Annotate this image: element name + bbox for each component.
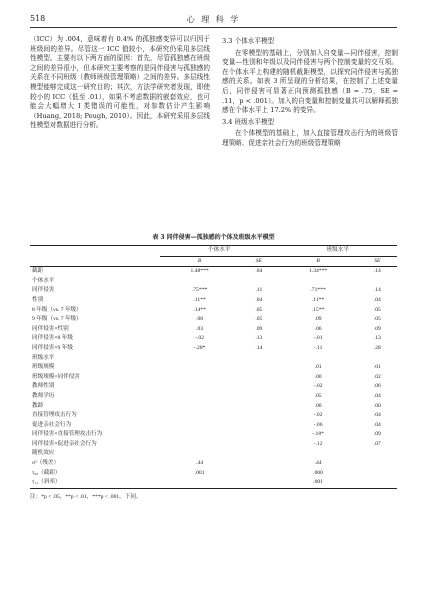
table-cell [239, 354, 278, 364]
table-cell: .04 [373, 296, 381, 303]
table-cell [160, 363, 239, 373]
table-cell: .05 [314, 392, 322, 399]
table-cell: .13 [255, 335, 263, 342]
table-cell: 1.34*** [309, 268, 328, 275]
row-label: 同伴侵害×直接管理攻击行为 [32, 431, 103, 438]
table-cell: -.06 [313, 421, 323, 428]
col-header-b1: B [197, 257, 202, 264]
page-header [30, 14, 397, 28]
table-cell: .05 [255, 306, 263, 313]
table-cell [160, 382, 239, 392]
table-cell [278, 277, 357, 287]
row-label: 教龄 [32, 402, 44, 409]
table-cell: .05 [373, 306, 381, 313]
table-cell [239, 459, 278, 469]
row-label: 9 年级（vs. 7 年级） [32, 316, 82, 323]
table-cell: .11** [193, 296, 206, 303]
table-cell: -.01 [313, 335, 323, 342]
row-label: τ₀₀（截距） [32, 469, 61, 476]
right-column [222, 35, 398, 149]
table-cell: .04 [255, 268, 263, 275]
table-cell: .14** [193, 306, 206, 313]
table-cell: .71*** [310, 287, 326, 294]
row-label: 班级水平 [32, 354, 55, 361]
table-row [30, 363, 397, 373]
table-cell [239, 411, 278, 421]
row-label: 班级规模×同伴侵害 [32, 373, 80, 380]
table-cell: .03 [196, 325, 204, 332]
table-cell: .09 [373, 325, 381, 332]
table-row [30, 286, 397, 296]
table-cell [160, 421, 239, 431]
row-label: 教师性别 [32, 383, 55, 390]
table-row [30, 469, 397, 479]
row-label: 同伴侵害×促进亲社会行为 [32, 440, 97, 447]
table-row [30, 373, 397, 383]
table-row [30, 421, 397, 431]
row-label: σ²（残差） [32, 460, 60, 467]
table-row [30, 449, 397, 459]
table-caption: 表 3 同伴侵害—孤独感的个体及班级水平模型 [152, 234, 275, 241]
table-row [30, 382, 397, 392]
group-header-individual: 个体水平 [160, 246, 278, 256]
row-label: 同伴侵害×9 年级 [32, 344, 73, 351]
table-cell: -.11 [313, 344, 323, 351]
table-cell: -.18* [312, 431, 324, 438]
table-cell: -.02 [195, 335, 205, 342]
table-cell [239, 363, 278, 373]
table-cell: .07 [373, 440, 381, 447]
table-cell [160, 373, 239, 383]
table-cell: .13 [373, 335, 381, 342]
table-row [30, 315, 397, 325]
journal-title: 心 理 科 学 [186, 15, 241, 24]
row-label: 随机效应 [32, 450, 55, 457]
row-label: 同伴侵害 [32, 287, 55, 294]
table-cell: .15** [311, 306, 325, 313]
table-cell [239, 421, 278, 431]
table-cell [160, 449, 239, 459]
table-cell [239, 440, 278, 450]
column-header-row [30, 256, 397, 267]
table-row [30, 306, 397, 316]
table-row [30, 267, 397, 277]
table-cell: .05 [255, 316, 263, 323]
table-cell: .00 [373, 402, 381, 409]
row-label: 个体水平 [32, 277, 55, 284]
table-row [30, 296, 397, 306]
table-row [30, 440, 397, 450]
table-cell: .001 [194, 469, 205, 476]
table-row [30, 334, 397, 344]
group-header-class: 班级水平 [278, 246, 397, 256]
table-cell: .01 [373, 364, 381, 371]
table-cell: .09 [255, 325, 263, 332]
table-cell [239, 478, 278, 488]
table-cell: 1.48*** [190, 268, 209, 275]
table-cell [278, 354, 357, 364]
table-row [30, 411, 397, 421]
table-cell: .44 [314, 460, 322, 467]
table-cell [239, 373, 278, 383]
table-row [30, 325, 397, 335]
table-cell: -.02 [313, 412, 323, 419]
table-cell [239, 382, 278, 392]
section-heading-3-3: 3.3 个体水平模型 [222, 37, 275, 45]
table-cell [160, 430, 239, 440]
header-rule [30, 27, 397, 28]
table-row [30, 354, 397, 364]
table-cell: -.02 [313, 383, 323, 390]
table-cell [160, 392, 239, 402]
row-label: 截距 [32, 268, 44, 275]
table-cell [239, 430, 278, 440]
row-label: 促进亲社会行为 [32, 421, 72, 428]
row-label: 同伴侵害×性别 [32, 325, 69, 332]
table-cell [160, 440, 239, 450]
table-cell [160, 478, 239, 488]
row-label: 同伴侵害×8 年级 [32, 335, 73, 342]
table-cell: .14 [373, 287, 381, 294]
table-cell: .14 [373, 268, 381, 275]
table-note: 注：*p < .05，**p < .01，***p < .001，下同。 [30, 493, 142, 500]
table-cell [239, 469, 278, 479]
section-text-3-3: 在零模型的基础上，分别加入自变量—同伴侵害，控制变量—性别和年级以及同伴侵害与两个控制变量的交互项。在个体水平上构建的随机截距模型，以探究同伴侵害与孤独感的关系。如表 3 所呈现的分析结果，在控制了上述变量后，同伴侵害可显著正向预测孤独感（B = .75，SE = .11，p < .001）。加入的自变量和控制变量共可以解释孤独感在个体水平上 17.2% 的变异。 [222, 48, 398, 115]
table-cell: .05 [373, 316, 381, 323]
table-cell: .75*** [191, 287, 208, 294]
table-cell [239, 449, 278, 459]
regression-table [30, 245, 397, 489]
table-cell: .06 [373, 383, 381, 390]
section-heading-3-4: 3.4 班级水平模型 [222, 117, 275, 126]
table-cell: .11 [255, 287, 263, 294]
table-cell: .28 [373, 344, 381, 351]
col-header-se2: SE [374, 257, 381, 264]
table-cell: -.28* [193, 344, 206, 351]
table-cell [160, 402, 239, 412]
table-cell: .06 [314, 325, 322, 332]
table-cell: .00 [314, 402, 322, 409]
table-cell [358, 469, 397, 479]
table-row [30, 478, 397, 488]
table-row [30, 392, 397, 402]
left-column [30, 35, 210, 131]
table-cell: .11** [311, 296, 325, 303]
table-cell [278, 449, 357, 459]
group-header-row [30, 246, 397, 256]
table-cell [160, 411, 239, 421]
table-cell [239, 392, 278, 402]
table-row [30, 277, 397, 287]
table-row [30, 459, 397, 469]
table-cell: .04 [373, 392, 381, 399]
table-cell: .001 [313, 479, 323, 486]
table-cell [160, 277, 239, 287]
table-cell: .02 [373, 373, 381, 380]
section-text-3-4: 在个体模型的基础上，加入直接管理攻击行为的班级管理策略、促进亲社会行为的班级管理策略 [222, 129, 398, 147]
page-number: 518 [30, 14, 46, 23]
table-row [30, 430, 397, 440]
row-label: 班级规模 [32, 364, 55, 371]
table-cell [358, 277, 397, 287]
table-cell [160, 354, 239, 364]
col-header-b2: B [316, 257, 320, 264]
col-header-se1: SE [255, 257, 262, 264]
table-cell: .14 [255, 344, 263, 351]
row-label: 性别 [32, 296, 44, 303]
table-row [30, 402, 397, 412]
table-row [30, 344, 397, 354]
row-label: τ₁₁（斜率） [32, 479, 61, 486]
table-cell [358, 459, 397, 469]
table-cell [358, 354, 397, 364]
table-cell [239, 402, 278, 412]
table-cell: .04 [255, 296, 263, 303]
table-3 [30, 232, 397, 500]
table-cell: .09 [373, 431, 381, 438]
table-cell: .04 [373, 412, 381, 419]
table-cell [239, 277, 278, 287]
table-cell: .09 [314, 316, 322, 323]
table-cell: .01 [314, 364, 322, 371]
left-paragraph: （ICC）为 .004，意味着有 0.4% 的孤独感变异可以归因于班级间的差异。尽管这一 ICC 值较小，本研究仍采用多层线性模型。主要有以下两方面的原因：首先，尽管孤独感在班级之间的差异很小，但本研究主要考察的是同伴侵害与孤独感的关系在不同班级（教师班级管理策略）之间的差异。多层线性模型能够完成这一研究目的；其次，方法学研究者发现，即使较小的 ICC（低至 .01），如果不考虑数据的嵌套效应，也可能会大幅增大 I 类错误的可能性，对参数估计产生影响（Huang, 2018; Peugh, 2010）。因此，本研究采用多层线性模型对数据进行分析。 [30, 35, 210, 130]
table-cell: .08 [196, 316, 204, 323]
table-cell: -.12 [313, 440, 323, 447]
table-cell: .000 [313, 469, 323, 476]
table-cell: .44 [196, 460, 204, 467]
table-cell: .04 [373, 421, 381, 428]
table-cell [358, 478, 397, 488]
row-label: 8 年级（vs. 7 年级） [32, 306, 82, 313]
table-cell: .00 [314, 373, 322, 380]
row-label: 教师学历 [32, 392, 55, 399]
row-label: 直接管理攻击行为 [32, 412, 77, 419]
table-cell [358, 449, 397, 459]
